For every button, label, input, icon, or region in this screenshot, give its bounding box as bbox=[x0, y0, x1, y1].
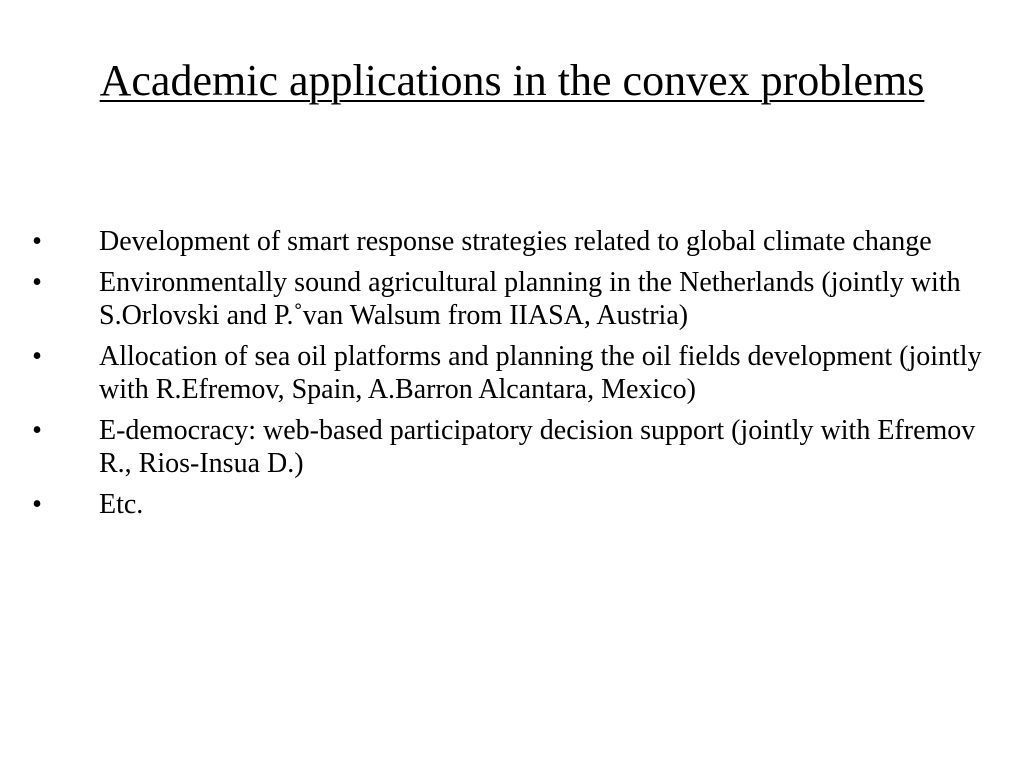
bullet-text: E-democracy: web-based participatory decision support (jointly with Efremov R., Rios-Insua D.) bbox=[99, 415, 976, 479]
bullet-text: Allocation of sea oil platforms and planning the oil fields development (jointly with R.Efremov, Spain, A.Barron Alcantara, Mexico) bbox=[99, 341, 982, 405]
bullet-icon: • bbox=[32, 341, 42, 372]
bullet-text: Environmentally sound agricultural planning in the Netherlands (jointly with S.Orlovski and P.˚van Walsum from IIASA, Austria) bbox=[99, 267, 961, 331]
bullet-item bbox=[0, 266, 1000, 332]
bullet-text: Etc. bbox=[99, 489, 144, 520]
bullet-icon: • bbox=[32, 489, 42, 520]
bullet-item bbox=[0, 414, 1000, 480]
bullet-item bbox=[0, 488, 1000, 521]
bullet-icon: • bbox=[32, 267, 42, 298]
slide-title: Academic applications in the convex problems bbox=[99, 56, 925, 105]
bullet-icon: • bbox=[32, 415, 42, 446]
bullet-text: Development of smart response strategies related to global climate change bbox=[99, 226, 932, 257]
bullet-item bbox=[0, 340, 1000, 406]
bullet-icon: • bbox=[32, 226, 42, 257]
bullet-item bbox=[0, 225, 1000, 258]
bullet-list bbox=[0, 225, 1000, 529]
